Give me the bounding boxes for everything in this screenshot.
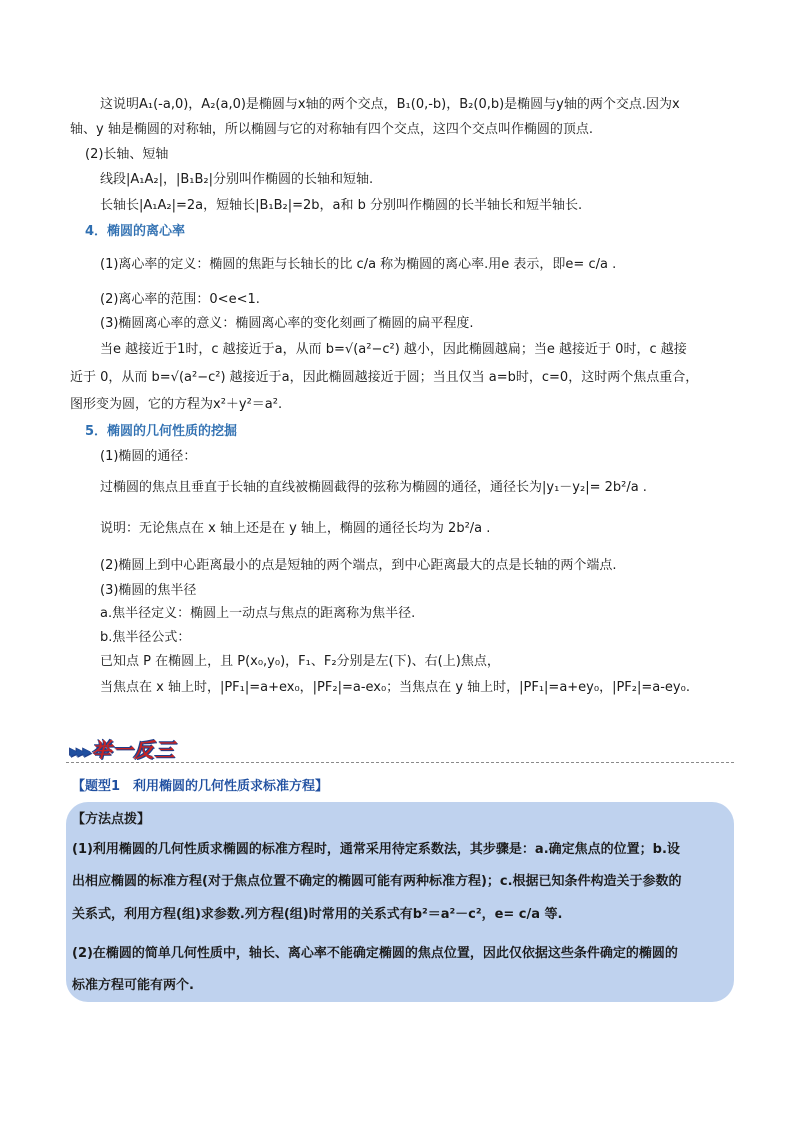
distance-extremes: (2)椭圆上到中心距离最小的点是短轴的两个端点，到中心距离最大的点是长轴的两个端点. — [100, 558, 617, 573]
focal-radius-formula-label: b.焦半径公式： — [100, 630, 191, 645]
focal-radius-definition: a.焦半径定义：椭圆上一动点与焦点的距离称为焦半径. — [100, 606, 416, 621]
practice-banner — [70, 734, 176, 763]
eccentricity-explanation-line-2: 近于 0，从而 b=√(a²−c²) 越接近于a，因此椭圆越接近于圆；当且仅当 a=b时，c=0，这时两个焦点重合， — [70, 370, 699, 385]
focal-radius-formulas: 当焦点在 x 轴上时，|PF₁|=a+ex₀，|PF₂|=a-ex₀；当焦点在 y 轴上时，|PF₁|=a+ey₀，|PF₂|=a-ey₀. — [100, 680, 690, 695]
triple-arrow-icon: ▸▸▸ — [70, 742, 90, 762]
axes-lengths: 长轴长|A₁A₂|=2a，短轴长|B₁B₂|=2b，a和 b 分别叫作椭圆的长半轴长和短半轴长. — [100, 198, 583, 213]
focal-radius-setup: 已知点 P 在椭圆上，且 P(x₀,y₀)，F₁、F₂分别是左(下)、右(上)焦点， — [100, 654, 500, 669]
latus-rectum-subheading: (1)椭圆的通径： — [100, 449, 197, 464]
section-4-heading: 4．椭圆的离心率 — [85, 224, 186, 239]
method-tip-1-line-2: 出相应椭圆的标准方程(对于焦点位置不确定的椭圆可能有两种标准方程)；c.根据已知条件构造关于参数的 — [72, 874, 682, 889]
topic-1-label: 【题型1 利用椭圆的几何性质求标准方程】 — [72, 779, 329, 794]
eccentricity-meaning: (3)椭圆离心率的意义：椭圆离心率的变化刻画了椭圆的扁平程度. — [100, 316, 474, 331]
banner-title: 举一反三 — [91, 738, 176, 762]
eccentricity-explanation-line-3: 图形变为圆，它的方程为x²＋y²＝a². — [70, 397, 283, 412]
axes-subheading: (2)长轴、短轴 — [85, 147, 169, 162]
axes-definition: 线段|A₁A₂|，|B₁B₂|分别叫作椭圆的长轴和短轴. — [100, 172, 374, 187]
focal-radius-subheading: (3)椭圆的焦半径 — [100, 583, 197, 598]
method-tip-1-line-1: (1)利用椭圆的几何性质求椭圆的标准方程时，通常采用待定系数法，其步骤是：a.确定焦点的位置；b.设 — [72, 842, 680, 857]
vertex-explanation-line-1: 这说明A₁(-a,0)，A₂(a,0)是椭圆与x轴的两个交点，B₁(0,-b)，B₂(0,b)是椭圆与y轴的两个交点.因为x — [100, 97, 680, 112]
latus-rectum-note: 说明：无论焦点在 x 轴上还是在 y 轴上，椭圆的通径长均为 2b²/a . — [100, 521, 491, 536]
method-tip-2-line-2: 标准方程可能有两个. — [72, 978, 194, 993]
method-tip-1-line-3: 关系式，利用方程(组)求参数.列方程(组)时常用的关系式有b²＝a²－c²，e= c/a 等. — [72, 907, 563, 922]
section-divider — [66, 762, 734, 763]
method-tip-2-line-1: (2)在椭圆的简单几何性质中，轴长、离心率不能确定椭圆的焦点位置，因此仅依据这些条件确定的椭圆的 — [72, 946, 678, 961]
eccentricity-definition: (1)离心率的定义：椭圆的焦距与长轴长的比 c/a 称为椭圆的离心率.用e 表示，即e= c/a . — [100, 257, 617, 272]
eccentricity-explanation-line-1: 当e 越接近于1时，c 越接近于a，从而 b=√(a²−c²) 越小，因此椭圆越扁；当e 越接近于 0时，c 越接 — [100, 342, 687, 357]
method-tips-label: 【方法点拨】 — [72, 812, 151, 827]
eccentricity-range: (2)离心率的范围：0<e<1. — [100, 292, 260, 307]
section-5-heading: 5．椭圆的几何性质的挖掘 — [85, 424, 238, 439]
vertex-explanation-line-2: 轴、y 轴是椭圆的对称轴，所以椭圆与它的对称轴有四个交点，这四个交点叫作椭圆的顶点. — [70, 122, 593, 137]
latus-rectum-definition: 过椭圆的焦点且垂直于长轴的直线被椭圆截得的弦称为椭圆的通径，通径长为|y₁－y₂|= 2b²/a . — [100, 480, 647, 495]
method-tips-box — [66, 802, 734, 1002]
